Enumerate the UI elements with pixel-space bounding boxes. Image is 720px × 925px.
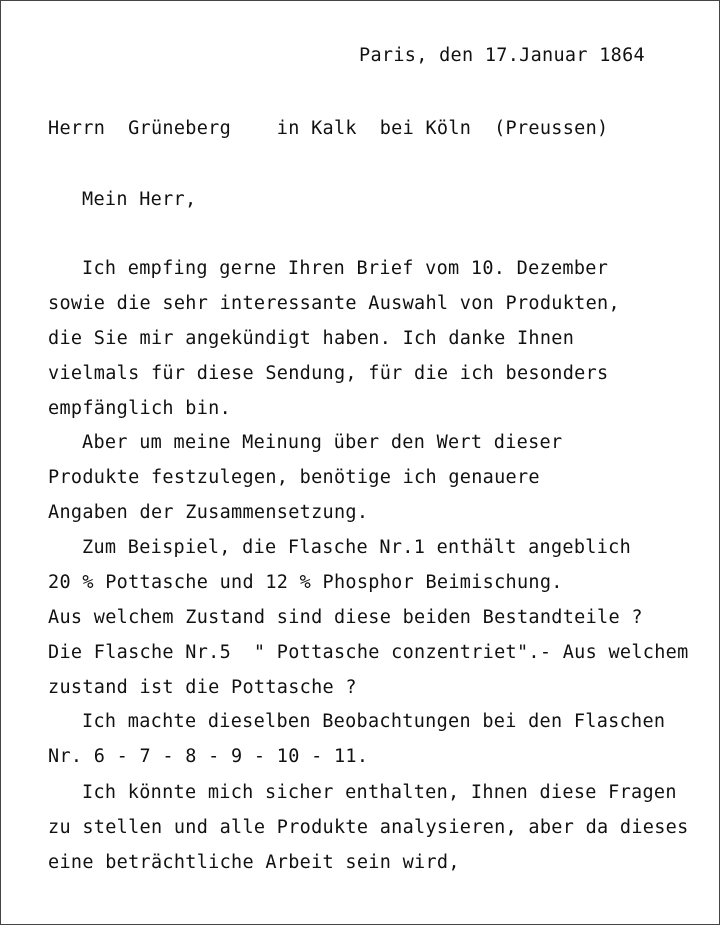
body-line: die Sie mir angekündigt haben. Ich danke Ihnen (48, 328, 575, 349)
body-line: Aus welchem Zustand sind diese beiden Bestandteile ? (48, 607, 643, 628)
recipient-line: Herrn Grüneberg in Kalk bei Köln (Preussen) (48, 118, 609, 139)
body-line: Ich machte dieselben Beobachtungen bei den Flaschen (82, 711, 666, 732)
body-line: Produkte festzulegen, benötige ich genauere (48, 467, 540, 488)
body-line: Zum Beispiel, die Flasche Nr.1 enthält angeblich (82, 537, 632, 558)
body-line: Ich empfing gerne Ihren Brief vom 10. Dezember (82, 258, 609, 279)
body-line: Die Flasche Nr.5 " Pottasche conzentriet".- Aus welchem (48, 642, 689, 663)
body-line: empfänglich bin. (48, 398, 232, 419)
body-line: vielmals für diese Sendung, für die ich besonders (48, 363, 609, 384)
body-line: 20 % Pottasche und 12 % Phosphor Beimischung. (48, 572, 563, 593)
body-line: Aber um meine Meinung über den Wert dieser (82, 432, 563, 453)
body-line: zu stellen und alle Produkte analysieren, aber da dieses (48, 817, 689, 838)
body-line: Ich könnte mich sicher enthalten, Ihnen diese Fragen (82, 782, 677, 803)
body-line: sowie die sehr interessante Auswahl von Produkten, (48, 293, 620, 314)
body-line: zustand ist die Pottasche ? (48, 677, 357, 698)
body-line: eine beträchtliche Arbeit sein wird, (48, 852, 460, 873)
salutation: Mein Herr, (82, 189, 197, 210)
body-line: Angaben der Zusammensetzung. (48, 502, 369, 523)
dateline: Paris, den 17.Januar 1864 (359, 45, 645, 66)
body-line: Nr. 6 - 7 - 8 - 9 - 10 - 11. (48, 746, 369, 767)
